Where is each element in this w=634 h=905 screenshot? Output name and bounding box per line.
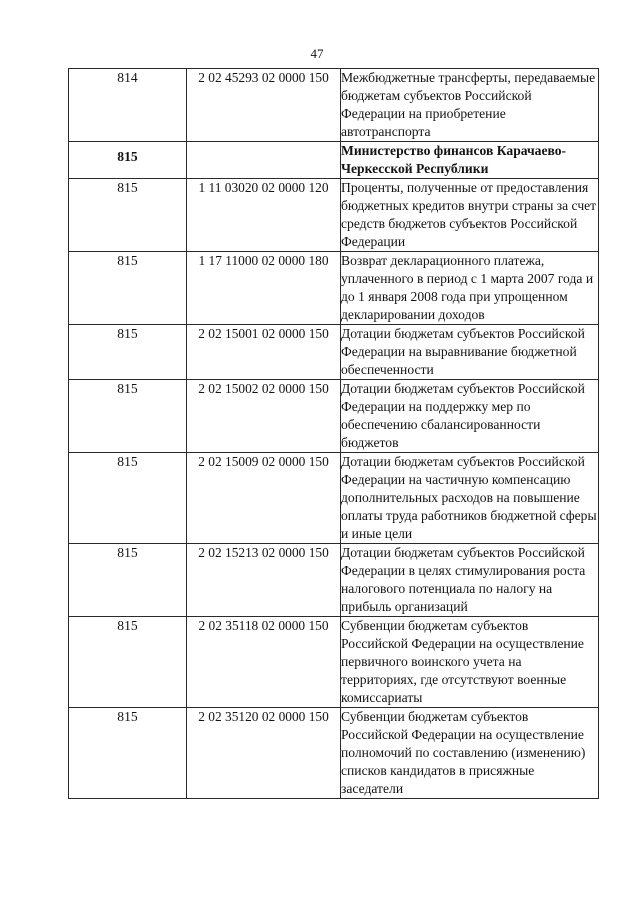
revenue-code-cell: 1 11 03020 02 0000 120 (187, 179, 341, 252)
table-row (69, 142, 599, 179)
revenue-name-cell: Дотации бюджетам субъектов Российской Федерации на частичную компенсацию дополнительных расходов на повышение оплаты труда работников бюджетной сферы и иные цели (341, 453, 599, 544)
admin-code-cell: 815 (69, 252, 187, 325)
admin-code-cell: 815 (69, 708, 187, 799)
admin-code-cell: 815 (69, 325, 187, 380)
revenue-code-cell: 1 17 11000 02 0000 180 (187, 252, 341, 325)
table-row (69, 325, 599, 380)
revenue-name-cell: Возврат декларационного платежа, уплаченного в период с 1 марта 2007 года и до 1 января 2008 года при упрощенном декларировании доходов (341, 252, 599, 325)
revenue-code-cell: 2 02 35118 02 0000 150 (187, 617, 341, 708)
revenue-name-cell: Дотации бюджетам субъектов Российской Федерации на поддержку мер по обеспечению сбалансированности бюджетов (341, 380, 599, 453)
admin-code-cell: 814 (69, 69, 187, 142)
table-row (69, 179, 599, 252)
table-row (69, 252, 599, 325)
admin-code-cell: 815 (69, 380, 187, 453)
admin-code-cell: 815 (69, 453, 187, 544)
admin-code-cell: 815 (69, 179, 187, 252)
table-row (69, 69, 599, 142)
revenue-code-cell: 2 02 45293 02 0000 150 (187, 69, 341, 142)
revenue-name-cell: Субвенции бюджетам субъектов Российской Федерации на осуществление первичного воинского учета на территориях, где отсутствуют военные комиссариаты (341, 617, 599, 708)
revenue-name-cell: Министерство финансов Карачаево-Черкесской Республики (341, 142, 599, 179)
revenue-code-cell (187, 142, 341, 179)
revenue-name-cell: Субвенции бюджетам субъектов Российской Федерации на осуществление полномочий по составлению (изменению) списков кандидатов в присяжные заседатели (341, 708, 599, 799)
table-row (69, 380, 599, 453)
revenue-code-cell: 2 02 15213 02 0000 150 (187, 544, 341, 617)
revenue-code-cell: 2 02 15001 02 0000 150 (187, 325, 341, 380)
admin-code-cell: 815 (69, 617, 187, 708)
revenue-name-cell: Дотации бюджетам субъектов Российской Федерации на выравнивание бюджетной обеспеченности (341, 325, 599, 380)
table-row (69, 617, 599, 708)
table-row (69, 544, 599, 617)
revenue-code-cell: 2 02 15009 02 0000 150 (187, 453, 341, 544)
table-body (69, 69, 599, 799)
revenue-name-cell: Межбюджетные трансферты, передаваемые бюджетам субъектов Российской Федерации на приобретение автотранспорта (341, 69, 599, 142)
revenue-name-cell: Проценты, полученные от предоставления бюджетных кредитов внутри страны за счет средств бюджетов субъектов Российской Федерации (341, 179, 599, 252)
revenue-name-cell: Дотации бюджетам субъектов Российской Федерации в целях стимулирования роста налогового потенциала по налогу на прибыль организаций (341, 544, 599, 617)
budget-codes-table (68, 68, 599, 799)
page-number: 47 (310, 46, 324, 61)
table-row (69, 453, 599, 544)
revenue-code-cell: 2 02 35120 02 0000 150 (187, 708, 341, 799)
admin-code-cell: 815 (69, 142, 187, 179)
table-row (69, 708, 599, 799)
admin-code-cell: 815 (69, 544, 187, 617)
revenue-code-cell: 2 02 15002 02 0000 150 (187, 380, 341, 453)
